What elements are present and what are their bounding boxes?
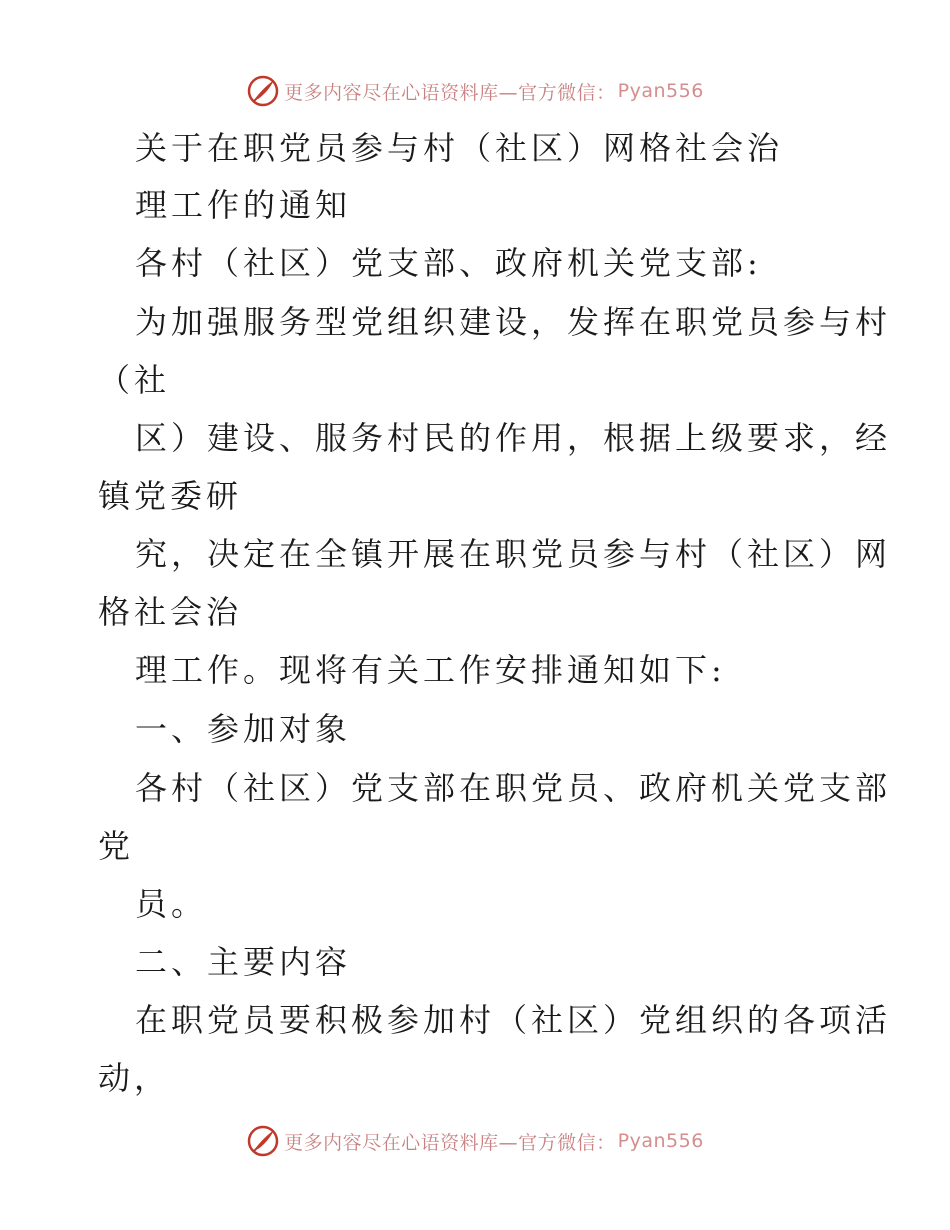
doc-salutation: 各村（社区）党支部、政府机关党支部:: [135, 244, 762, 282]
doc-paragraph-line: 员。: [135, 885, 208, 923]
doc-paragraph-line: 动，: [98, 1059, 171, 1097]
doc-paragraph-line: 区）建设、服务村民的作用，根据上级要求，经: [135, 419, 892, 457]
doc-paragraph-line: 格社会治: [98, 593, 243, 631]
doc-paragraph-line: 为加强服务型党组织建设，发挥在职党员参与村: [135, 303, 892, 341]
doc-paragraph-line: 各村（社区）党支部在职党员、政府机关党支部: [135, 769, 892, 807]
watermark-text: 更多内容尽在心语资料库—官方微信：: [284, 81, 616, 104]
feather-logo-icon: [246, 74, 280, 108]
footer-watermark: [0, 1121, 950, 1161]
doc-paragraph-line: 理工作。现将有关工作安排通知如下:: [135, 651, 726, 689]
doc-paragraph-line: （社: [98, 361, 171, 399]
doc-paragraph-line: 究，决定在全镇开展在职党员参与村（社区）网: [135, 535, 892, 573]
doc-section-heading: 一、参加对象: [135, 710, 352, 748]
doc-title-line-2: 理工作的通知: [135, 186, 352, 224]
doc-paragraph-line: 在职党员要积极参加村（社区）党组织的各项活: [135, 1001, 892, 1039]
header-watermark: [0, 71, 950, 111]
doc-section-heading: 二、主要内容: [135, 943, 352, 981]
feather-logo-icon: [246, 1124, 280, 1158]
watermark-handle: Pyan556: [617, 1130, 704, 1152]
doc-paragraph-line: 镇党委研: [98, 477, 243, 515]
doc-title-line-1: 关于在职党员参与村（社区）网格社会治: [135, 129, 784, 167]
watermark-text: 更多内容尽在心语资料库—官方微信：: [284, 1131, 616, 1154]
doc-paragraph-line: 党: [98, 827, 135, 865]
watermark-handle: Pyan556: [617, 80, 704, 102]
